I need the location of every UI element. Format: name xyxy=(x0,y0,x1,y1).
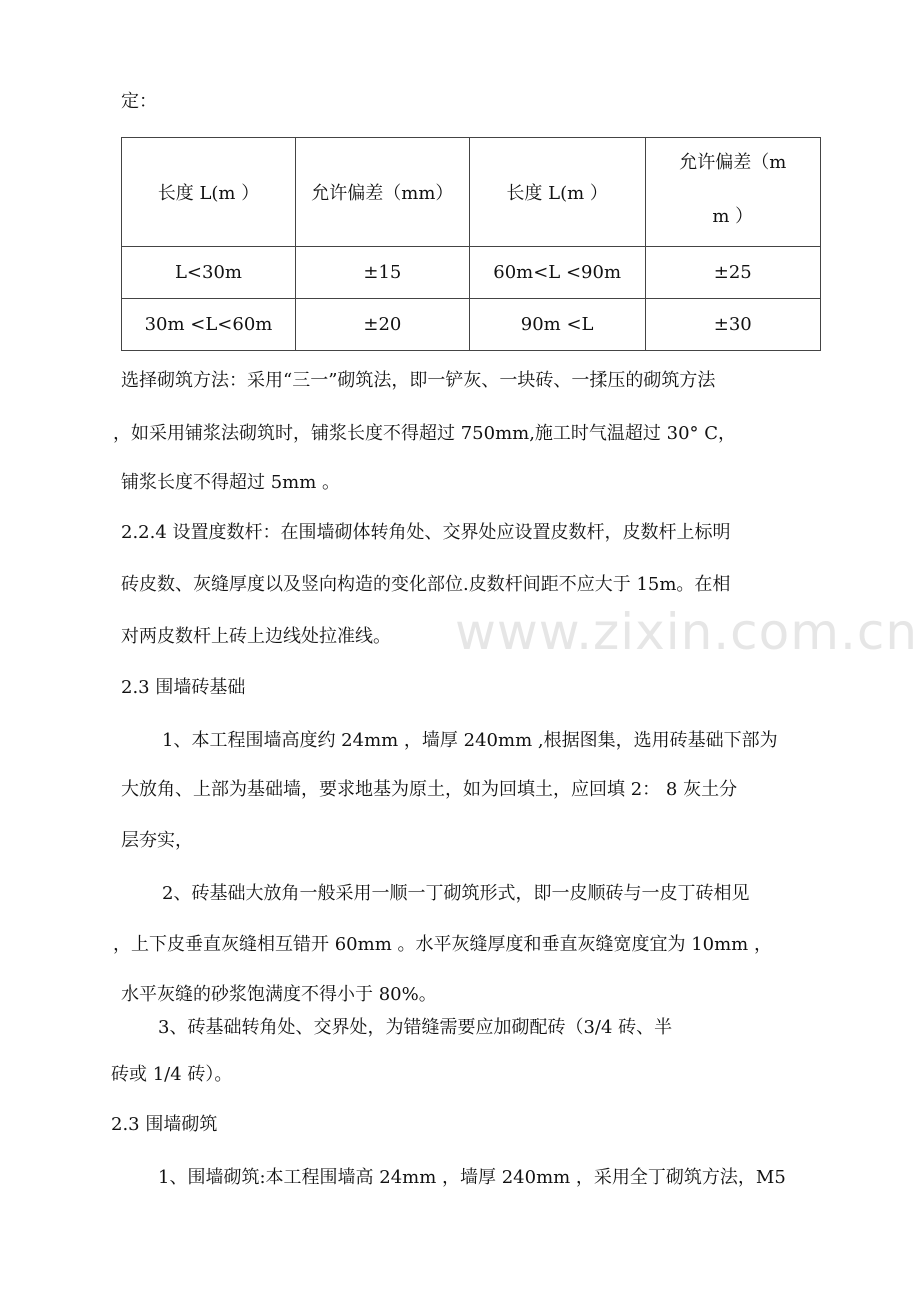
top-fragment: 定： xyxy=(121,91,157,112)
table-cell: ±15 xyxy=(295,247,469,299)
header-cell: 长度 L(m ） xyxy=(122,138,296,247)
body-line: 铺浆长度不得超过 5mm 。 xyxy=(121,472,341,493)
body-line: 1、本工程围墙高度约 24mm ，墙厚 240mm ,根据图集，选用砖基础下部为 xyxy=(162,730,778,751)
body-line: 砖或 1/4 砖）。 xyxy=(111,1064,233,1085)
body-line: ，上下皮垂直灰缝相互错开 60mm 。水平灰缝厚度和垂直灰缝宽度宜为 10mm ， xyxy=(113,934,772,955)
body-line: 选择砌筑方法：采用“三一”砌筑法，即一铲灰、一块砖、一揉压的砌筑方法 xyxy=(121,370,716,391)
body-line: 大放角、上部为基础墙，要求地基为原土，如为回填土，应回填 2： 8 灰土分 xyxy=(121,779,738,800)
body-line: 3、砖基础转角处、交界处，为错缝需要应加砌配砖（3/4 砖、半 xyxy=(158,1017,673,1038)
body-line: ，如采用铺浆法砌筑时，铺浆长度不得超过 750mm,施工时气温超过 30° C， xyxy=(113,423,737,444)
body-line: 水平灰缝的砂浆饱满度不得小于 80%。 xyxy=(121,984,437,1005)
table-cell: L<30m xyxy=(122,247,296,299)
table-row xyxy=(122,299,821,351)
table-cell: ±20 xyxy=(295,299,469,351)
header-cell: 允许偏差（mm） xyxy=(295,138,469,247)
body-line: 层夯实， xyxy=(121,830,193,851)
section-heading: 2.3 围墙砌筑 xyxy=(111,1114,218,1135)
watermark: www.zixin.com.cn xyxy=(455,603,919,661)
table-header-row xyxy=(122,138,821,247)
table-cell: 30m <L<60m xyxy=(122,299,296,351)
body-line: 2.2.4 设置度数杆：在围墙砌体转角处、交界处应设置皮数杆，皮数杆上标明 xyxy=(121,522,731,543)
section-heading: 2.3 围墙砖基础 xyxy=(121,677,246,698)
table-row xyxy=(122,247,821,299)
header-cell: 长度 L(m ） xyxy=(469,138,645,247)
table-cell: ±25 xyxy=(645,247,820,299)
body-line: 对两皮数杆上砖上边线处拉准线。 xyxy=(121,626,391,647)
table-cell: ±30 xyxy=(645,299,820,351)
body-line: 砖皮数、灰缝厚度以及竖向构造的变化部位.皮数杆间距不应大于 15m。在相 xyxy=(121,574,731,595)
table-cell: 90m <L xyxy=(469,299,645,351)
table-cell: 60m<L <90m xyxy=(469,247,645,299)
header-cell xyxy=(645,138,820,247)
header-cell-line: m ） xyxy=(712,206,754,227)
body-line: 2、砖基础大放角一般采用一顺一丁砌筑形式，即一皮顺砖与一皮丁砖相见 xyxy=(162,883,750,904)
header-cell-line: 允许偏差（m xyxy=(679,152,787,173)
tolerance-table xyxy=(121,137,821,351)
body-line: 1、围墙砌筑:本工程围墙高 24mm ，墙厚 240mm ，采用全丁砌筑方法，M5 xyxy=(158,1167,786,1188)
